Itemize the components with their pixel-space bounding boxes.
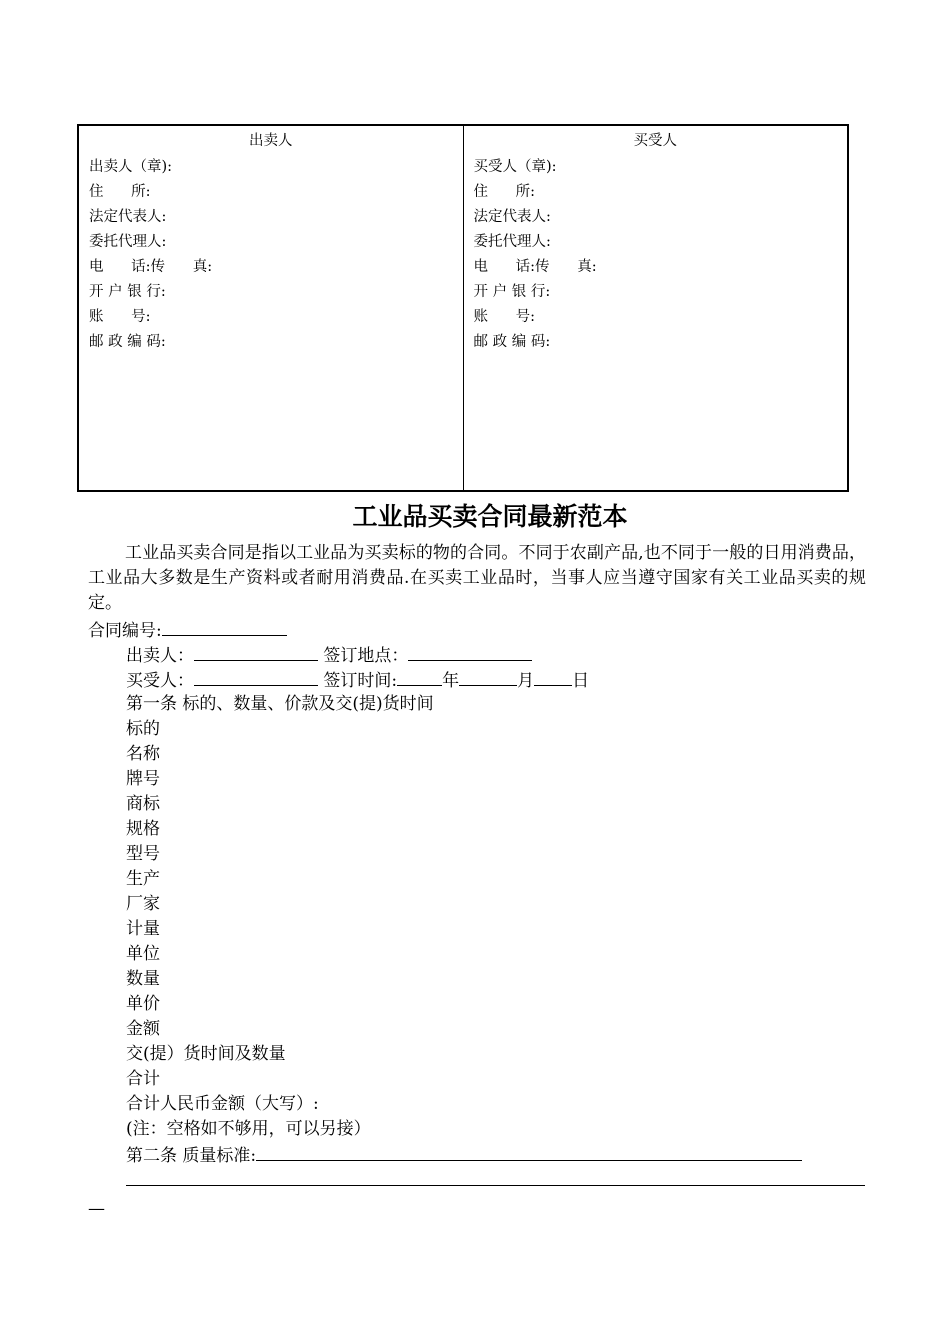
item-amount: 金额: [126, 1019, 160, 1039]
item-spec: 规格: [126, 819, 160, 839]
month-label: 月: [517, 671, 535, 691]
item-model: 型号: [126, 844, 160, 864]
buyer-seal-line: 买受人（章):: [473, 159, 557, 175]
contract-number-label: 合同编号:: [88, 621, 162, 641]
buyer-postcode-line: 邮 政 编 码:: [473, 334, 551, 350]
buyer-phone-fax-line: 电 话:传 真:: [473, 259, 597, 275]
item-unit: 单位: [126, 944, 160, 964]
buyer-legal-rep-line: 法定代表人:: [473, 209, 551, 225]
seller-address-line: 住 所:: [89, 184, 151, 200]
item-measure: 计量: [126, 919, 160, 939]
day-field[interactable]: [534, 667, 572, 686]
page-title: 工业品买卖合同最新范本: [352, 502, 628, 531]
seller-seal-line: 出卖人（章):: [89, 159, 173, 175]
article-2-line: [126, 1142, 802, 1169]
item-trademark: 商标: [126, 794, 160, 814]
buyer-field[interactable]: [194, 667, 318, 686]
seller-column: [79, 126, 463, 490]
contract-number-field[interactable]: [162, 617, 287, 636]
buyer-account-line: 账 号:: [473, 309, 536, 325]
buyer-time-line: [126, 667, 589, 694]
intro-paragraph: 工业品买卖合同是指以工业品为买卖标的物的合同。不同于农副产品,也不同于一般的日用消费品，工业品大多数是生产资料或者耐用消费品.在买卖工业品时，当事人应当遵守国家有关工业品买卖的规定。: [88, 543, 866, 613]
buyer-address-line: 住 所:: [473, 184, 536, 200]
article-1-heading: 第一条 标的、数量、价款及交(提)货时间: [126, 694, 434, 714]
sign-place-label: 签订地点：: [323, 646, 409, 666]
article-2-heading: 第二条 质量标准:: [126, 1146, 257, 1166]
buyer-agent-line: 委托代理人:: [473, 234, 551, 250]
sign-time-label: 签订时间:: [323, 671, 398, 691]
quality-standard-continuation-line[interactable]: [126, 1185, 865, 1186]
seller-label: 出卖人：: [126, 646, 194, 666]
seller-legal-rep-line: 法定代表人:: [89, 209, 167, 225]
day-label: 日: [572, 671, 590, 691]
buyer-column: [463, 126, 848, 490]
item-manufacture: 生产: [126, 869, 160, 889]
sign-place-field[interactable]: [408, 642, 532, 661]
seller-bank-line: 开 户 银 行:: [89, 284, 166, 300]
item-delivery-time: 交(提）货时间及数量: [126, 1044, 286, 1064]
item-note: (注：空格如不够用，可以另接）: [126, 1119, 371, 1139]
item-subject: 标的: [126, 719, 160, 739]
quality-standard-field[interactable]: [256, 1142, 802, 1161]
month-field[interactable]: [459, 667, 517, 686]
item-quantity: 数量: [126, 969, 160, 989]
trailing-dash: —: [88, 1199, 105, 1219]
signature-table: [77, 124, 849, 492]
item-total: 合计: [126, 1069, 160, 1089]
seller-postcode-line: 邮 政 编 码:: [89, 334, 166, 350]
seller-account-line: 账 号:: [89, 309, 151, 325]
buyer-bank-line: 开 户 银 行:: [473, 284, 551, 300]
buyer-header: 买受人: [633, 133, 677, 149]
seller-phone-fax-line: 电 话:传 真:: [89, 259, 213, 275]
buyer-label: 买受人：: [126, 671, 194, 691]
seller-field[interactable]: [194, 642, 318, 661]
year-field[interactable]: [397, 667, 442, 686]
item-unit-price: 单价: [126, 994, 160, 1014]
seller-header: 出卖人: [249, 133, 293, 149]
item-name: 名称: [126, 744, 160, 764]
seller-place-line: [126, 642, 532, 669]
item-total-rmb: 合计人民币金额（大写）:: [126, 1094, 319, 1114]
year-label: 年: [442, 671, 460, 691]
item-brand-no: 牌号: [126, 769, 160, 789]
contract-number-line: [88, 617, 287, 644]
seller-agent-line: 委托代理人:: [89, 234, 167, 250]
item-factory: 厂家: [126, 894, 160, 914]
